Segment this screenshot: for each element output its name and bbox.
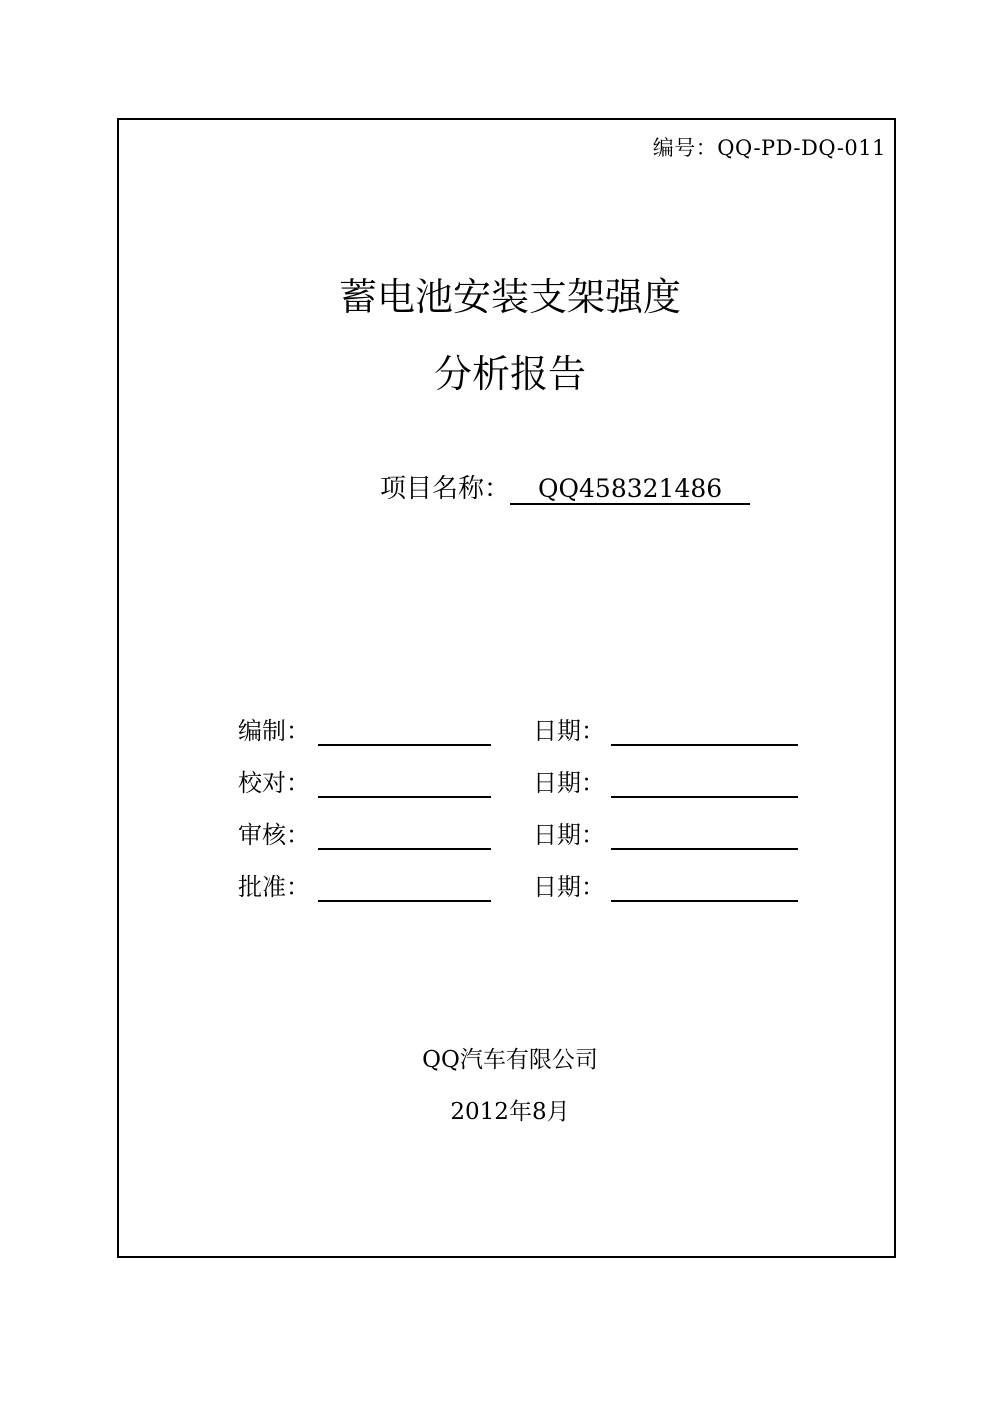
date-blank (611, 770, 798, 798)
signature-row-proofread (238, 766, 798, 798)
company-name: QQ汽车有限公司 (422, 1047, 598, 1073)
report-title-line-2: 分析报告 (433, 352, 586, 396)
project-name-row (380, 468, 750, 505)
document-number: 编号：QQ-PD-DQ-011 (652, 136, 886, 160)
signature-label: 批准： (238, 873, 310, 901)
signature-row-review (238, 818, 798, 850)
date-blank (611, 874, 798, 902)
signature-blank (318, 822, 491, 850)
project-name-label: 项目名称： (380, 474, 511, 504)
signature-blank (318, 770, 491, 798)
issue-date: 2012年8月 (450, 1099, 570, 1125)
signature-blank (318, 718, 491, 746)
date-blank (611, 822, 798, 850)
date-label: 日期： (533, 821, 605, 849)
date-blank (611, 718, 798, 746)
signature-row-compile (238, 714, 798, 746)
date-label: 日期： (533, 769, 605, 797)
signature-label: 审核： (238, 821, 310, 849)
date-label: 日期： (533, 873, 605, 901)
signature-row-approve (238, 870, 798, 902)
date-label: 日期： (533, 717, 605, 745)
project-name-value: QQ458321486 (510, 474, 750, 505)
signature-label: 编制： (238, 717, 310, 745)
signature-blank (318, 874, 491, 902)
report-title-line-1: 蓄电池安装支架强度 (338, 275, 681, 319)
signature-label: 校对： (238, 769, 310, 797)
